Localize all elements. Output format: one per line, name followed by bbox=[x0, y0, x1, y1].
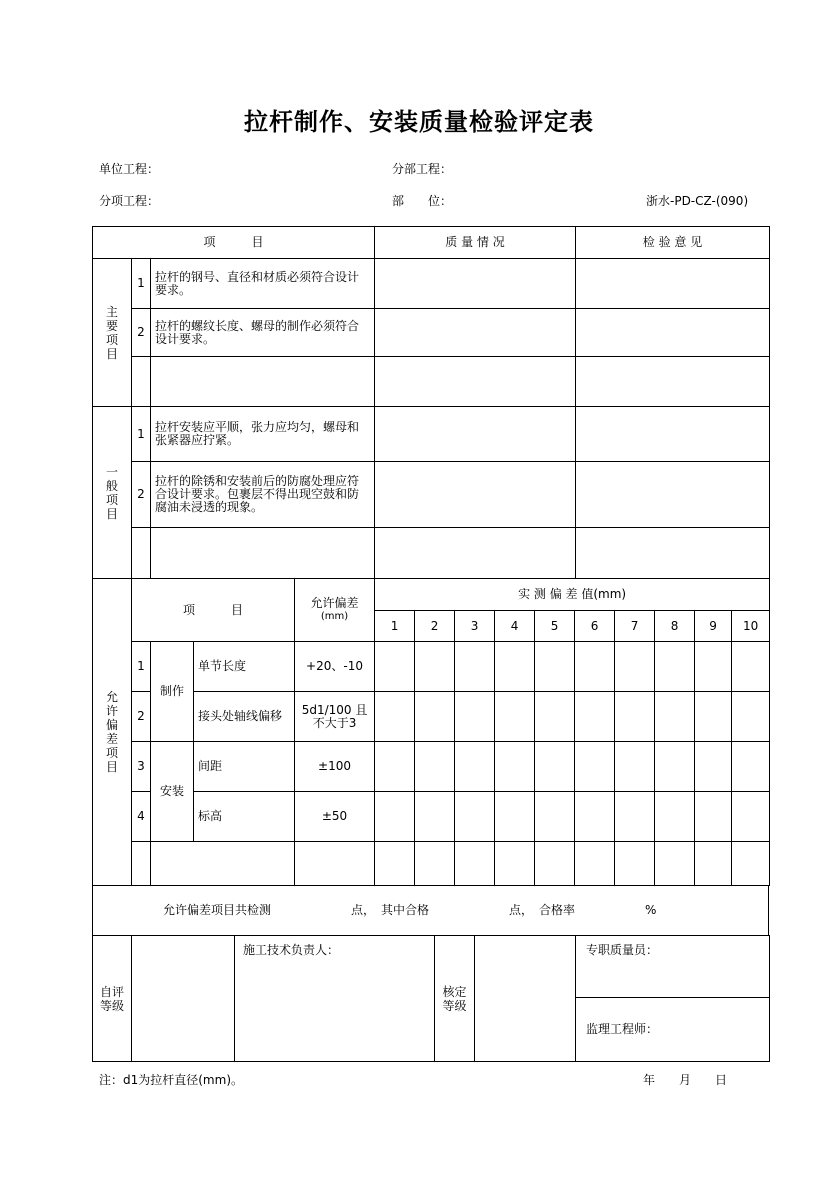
measured-value-cell[interactable] bbox=[495, 742, 535, 792]
measure-col-header: 6 bbox=[575, 611, 615, 642]
tolerance-table bbox=[92, 578, 770, 886]
row-number: 2 bbox=[132, 692, 151, 742]
row-number: 2 bbox=[132, 462, 151, 528]
measured-value-cell[interactable] bbox=[455, 792, 495, 842]
measured-value-cell[interactable] bbox=[415, 642, 455, 692]
measured-value-cell[interactable] bbox=[535, 742, 575, 792]
measured-value-cell[interactable] bbox=[375, 842, 415, 886]
measured-value-cell[interactable] bbox=[695, 642, 732, 692]
verify-grade-label: 核定等级 bbox=[442, 984, 467, 1013]
general-item-text: 拉杆的除锈和安装前后的防腐处理应符合设计要求。包裹层不得出现空鼓和防腐油未浸透的现象。 bbox=[151, 462, 375, 528]
measured-value-cell[interactable] bbox=[732, 742, 770, 792]
tolerance-value: ±100 bbox=[295, 742, 375, 792]
measured-value-cell[interactable] bbox=[495, 692, 535, 742]
measured-value-cell[interactable] bbox=[495, 842, 535, 886]
quality-cell[interactable] bbox=[375, 357, 576, 407]
main-item-text: 拉杆的钢号、直径和材质必须符合设计要求。 bbox=[151, 259, 375, 309]
measured-header: 实 测 偏 差 值(mm) bbox=[375, 579, 770, 611]
quality-cell[interactable] bbox=[375, 309, 576, 357]
measured-value-cell[interactable] bbox=[732, 642, 770, 692]
row-number: 1 bbox=[132, 407, 151, 462]
tolerance-item: 接头处轴线偏移 bbox=[194, 692, 295, 742]
quality-cell[interactable] bbox=[375, 407, 576, 462]
measured-value-cell[interactable] bbox=[575, 642, 615, 692]
tolerance-items-label: 允许偏差项目 bbox=[106, 690, 119, 774]
quality-cell[interactable] bbox=[375, 462, 576, 528]
measured-value-cell[interactable] bbox=[375, 792, 415, 842]
header-quality: 质 量 情 况 bbox=[375, 227, 576, 259]
measured-value-cell[interactable] bbox=[575, 742, 615, 792]
measured-value-cell[interactable] bbox=[415, 842, 455, 886]
opinion-cell[interactable] bbox=[576, 407, 770, 462]
measured-value-cell[interactable] bbox=[415, 792, 455, 842]
measured-value-cell[interactable] bbox=[655, 642, 695, 692]
tolerance-item: 单节长度 bbox=[194, 642, 295, 692]
measure-col-header: 8 bbox=[655, 611, 695, 642]
measured-value-cell[interactable] bbox=[655, 692, 695, 742]
measured-value-cell[interactable] bbox=[695, 692, 732, 742]
summary-text-b: 点， 其中合格 bbox=[351, 903, 430, 917]
row-number: 2 bbox=[132, 309, 151, 357]
measured-value-cell[interactable] bbox=[732, 692, 770, 742]
general-items-label: 一般项目 bbox=[106, 464, 119, 521]
measured-value-cell[interactable] bbox=[615, 742, 655, 792]
summary-percent: % bbox=[645, 903, 657, 917]
tech-lead-label: 施工技术负责人： bbox=[243, 943, 340, 957]
measure-col-header: 9 bbox=[695, 611, 732, 642]
opinion-cell[interactable] bbox=[576, 357, 770, 407]
row-number: 4 bbox=[132, 792, 151, 842]
measure-col-header: 3 bbox=[455, 611, 495, 642]
group-label: 制作 bbox=[151, 642, 194, 742]
date-label: 年 月 日 bbox=[643, 1073, 728, 1087]
measure-col-header: 1 bbox=[375, 611, 415, 642]
self-grade-label: 自评等级 bbox=[100, 984, 125, 1013]
measure-col-header: 7 bbox=[615, 611, 655, 642]
inspection-table bbox=[92, 226, 770, 579]
measure-col-header: 10 bbox=[732, 611, 770, 642]
measure-col-header: 5 bbox=[535, 611, 575, 642]
measure-col-header: 2 bbox=[415, 611, 455, 642]
allow-header: 允许偏差 bbox=[310, 596, 359, 610]
summary-text-c: 点， 合格率 bbox=[509, 903, 576, 917]
measured-value-cell[interactable] bbox=[535, 642, 575, 692]
measured-value-cell[interactable] bbox=[575, 792, 615, 842]
measured-value-cell[interactable] bbox=[495, 642, 535, 692]
form-code: 浙水-PD-CZ-(090) bbox=[646, 194, 749, 208]
tolerance-value: +20、-10 bbox=[295, 642, 375, 692]
summary-text-a: 允许偏差项目共检测 bbox=[163, 903, 272, 917]
tolerance-item: 标高 bbox=[194, 792, 295, 842]
measured-value-cell[interactable] bbox=[615, 642, 655, 692]
unit-project-label: 单位工程： bbox=[99, 162, 160, 176]
tolerance-header-item: 项 目 bbox=[132, 579, 295, 642]
opinion-cell[interactable] bbox=[576, 309, 770, 357]
measured-value-cell[interactable] bbox=[535, 692, 575, 742]
row-number: 1 bbox=[132, 259, 151, 309]
footnote: 注：d1为拉杆直径(mm)。 bbox=[99, 1073, 243, 1087]
measured-value-cell[interactable] bbox=[495, 792, 535, 842]
measured-value-cell[interactable] bbox=[535, 842, 575, 886]
measured-value-cell[interactable] bbox=[615, 792, 655, 842]
allow-unit: (mm) bbox=[320, 611, 349, 622]
signature-table bbox=[92, 935, 770, 1062]
main-items-label: 主要项目 bbox=[106, 304, 119, 361]
page-title: 拉杆制作、安装质量检验评定表 bbox=[244, 108, 594, 136]
main-item-text: 拉杆的螺纹长度、螺母的制作必须符合设计要求。 bbox=[151, 309, 375, 357]
summary-table bbox=[92, 885, 769, 936]
measured-value-cell[interactable] bbox=[375, 742, 415, 792]
measured-value-cell[interactable] bbox=[655, 742, 695, 792]
measured-value-cell[interactable] bbox=[615, 842, 655, 886]
opinion-cell[interactable] bbox=[576, 462, 770, 528]
measured-value-cell[interactable] bbox=[375, 642, 415, 692]
measured-value-cell[interactable] bbox=[455, 842, 495, 886]
measured-value-cell[interactable] bbox=[695, 792, 732, 842]
tolerance-item: 间距 bbox=[194, 742, 295, 792]
row-number: 3 bbox=[132, 742, 151, 792]
quality-cell[interactable] bbox=[375, 259, 576, 309]
measured-value-cell[interactable] bbox=[455, 692, 495, 742]
opinion-cell[interactable] bbox=[576, 528, 770, 579]
group-label: 安装 bbox=[151, 742, 194, 842]
qc-label: 专职质量员： bbox=[586, 943, 659, 957]
verify-grade-cell[interactable] bbox=[475, 936, 576, 1062]
measured-value-cell[interactable] bbox=[575, 842, 615, 886]
tolerance-value: ±50 bbox=[295, 792, 375, 842]
measured-value-cell[interactable] bbox=[732, 842, 770, 886]
supervisor-label: 监理工程师： bbox=[586, 1022, 659, 1036]
measured-value-cell[interactable] bbox=[415, 742, 455, 792]
measured-value-cell[interactable] bbox=[732, 792, 770, 842]
measured-value-cell[interactable] bbox=[575, 692, 615, 742]
measured-value-cell[interactable] bbox=[695, 842, 732, 886]
measured-value-cell[interactable] bbox=[535, 792, 575, 842]
measured-value-cell[interactable] bbox=[615, 692, 655, 742]
measured-value-cell[interactable] bbox=[375, 692, 415, 742]
quality-cell[interactable] bbox=[375, 528, 576, 579]
measured-value-cell[interactable] bbox=[655, 792, 695, 842]
opinion-cell[interactable] bbox=[576, 259, 770, 309]
tolerance-value: 5d1/100 且不大于3 bbox=[295, 692, 375, 742]
self-grade-cell[interactable] bbox=[132, 936, 235, 1062]
header-opinion: 检 验 意 见 bbox=[576, 227, 770, 259]
row-number: 1 bbox=[132, 642, 151, 692]
measured-value-cell[interactable] bbox=[415, 692, 455, 742]
measure-col-header: 4 bbox=[495, 611, 535, 642]
general-item-text: 拉杆安装应平顺，张力应均匀，螺母和张紧器应拧紧。 bbox=[151, 407, 375, 462]
measured-value-cell[interactable] bbox=[455, 642, 495, 692]
division-project-label: 分部工程： bbox=[392, 162, 453, 176]
location-label: 部 位： bbox=[392, 194, 453, 208]
measured-value-cell[interactable] bbox=[695, 742, 732, 792]
measured-value-cell[interactable] bbox=[455, 742, 495, 792]
measured-value-cell[interactable] bbox=[655, 842, 695, 886]
header-item: 项 目 bbox=[93, 227, 375, 259]
sub-project-label: 分项工程： bbox=[99, 194, 160, 208]
